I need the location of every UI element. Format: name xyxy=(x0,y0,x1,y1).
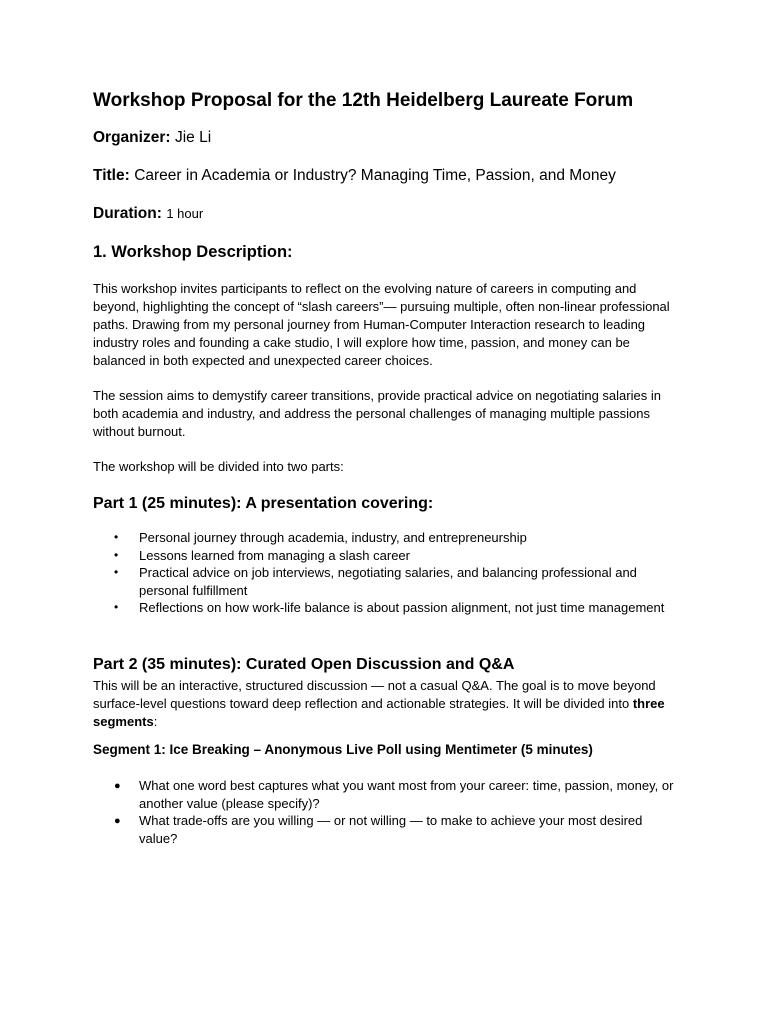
part2-intro-bold: three segments xyxy=(93,695,665,729)
list-item xyxy=(93,529,678,547)
description-paragraph: The session aims to demystify career transitions, provide practical advice on negotiating salaries in both academia and industry, and address the personal challenges of managing multiple passions without burnout. xyxy=(93,388,661,439)
organizer-label: Organizer: xyxy=(93,129,171,146)
segment1-heading: Segment 1: Ice Breaking – Anonymous Live Poll using Mentimeter (5 minutes) xyxy=(93,741,593,757)
bullet-icon: • xyxy=(114,600,119,615)
list-item xyxy=(93,599,678,617)
duration-label: Duration: xyxy=(93,205,162,222)
list-item-text: Lessons learned from managing a slash career xyxy=(139,547,410,563)
segment1-bullet-list xyxy=(93,777,678,847)
workshop-title-line xyxy=(93,165,678,187)
description-paragraph: This workshop invites participants to reflect on the evolving nature of careers in computing and beyond, highlighting the concept of “slash careers”— pursuing multiple, often non-linear professional paths. Drawing from my personal journey from Human-Computer Interaction research to leading industry roles and founding a cake studio, I will explore how time, passion, and money can be balanced in both expected and unexpected career choices. xyxy=(93,281,670,368)
list-item-text: Practical advice on job interviews, negotiating salaries, and balancing professional and personal fulfillment xyxy=(139,565,637,598)
description-paragraph: The workshop will be divided into two parts: xyxy=(93,459,344,474)
list-item-text: What one word best captures what you want most from your career: time, passion, money, or another value (please specify)? xyxy=(139,777,674,811)
list-item xyxy=(93,547,678,565)
part2-intro-text: This will be an interactive, structured discussion — not a casual Q&A. The goal is to move beyond surface-level questions toward deep reflection and actionable strategies. It will be divided into xyxy=(93,677,656,711)
organizer-value: Jie Li xyxy=(174,129,212,146)
list-item xyxy=(93,564,678,599)
part1-bullet-list xyxy=(93,529,678,617)
workshop-title-label: Title: xyxy=(93,167,130,184)
duration-value: 1 hour xyxy=(166,206,204,221)
list-item-text: What trade-offs are you willing — or not willing — to make to achieve your most desired value? xyxy=(139,813,643,846)
duration-line xyxy=(93,203,678,225)
spacer xyxy=(93,617,678,654)
bullet-icon: • xyxy=(114,565,119,580)
part2-intro-end: : xyxy=(153,713,158,729)
section-heading-workshop-description: 1. Workshop Description: xyxy=(93,243,293,261)
bullet-icon: ● xyxy=(114,815,121,828)
part1-heading: Part 1 (25 minutes): A presentation covering: xyxy=(93,495,434,512)
part2-intro-paragraph xyxy=(93,677,678,731)
bullet-icon: • xyxy=(114,530,119,544)
list-item-text: Reflections on how work-life balance is about passion alignment, not just time management xyxy=(139,600,665,616)
workshop-title-value: Career in Academia or Industry? Managing Time, Passion, and Money xyxy=(134,167,616,184)
list-item xyxy=(93,777,678,812)
list-item-text: Personal journey through academia, industry, and entrepreneurship xyxy=(139,530,527,545)
organizer-line xyxy=(93,127,678,149)
bullet-icon: • xyxy=(114,547,119,562)
list-item xyxy=(93,812,678,847)
bullet-icon: ● xyxy=(114,779,121,792)
document-body xyxy=(93,88,678,847)
document-title: Workshop Proposal for the 12th Heidelberg Laureate Forum xyxy=(93,90,634,111)
part2-heading: Part 2 (35 minutes): Curated Open Discussion and Q&A xyxy=(93,655,515,673)
